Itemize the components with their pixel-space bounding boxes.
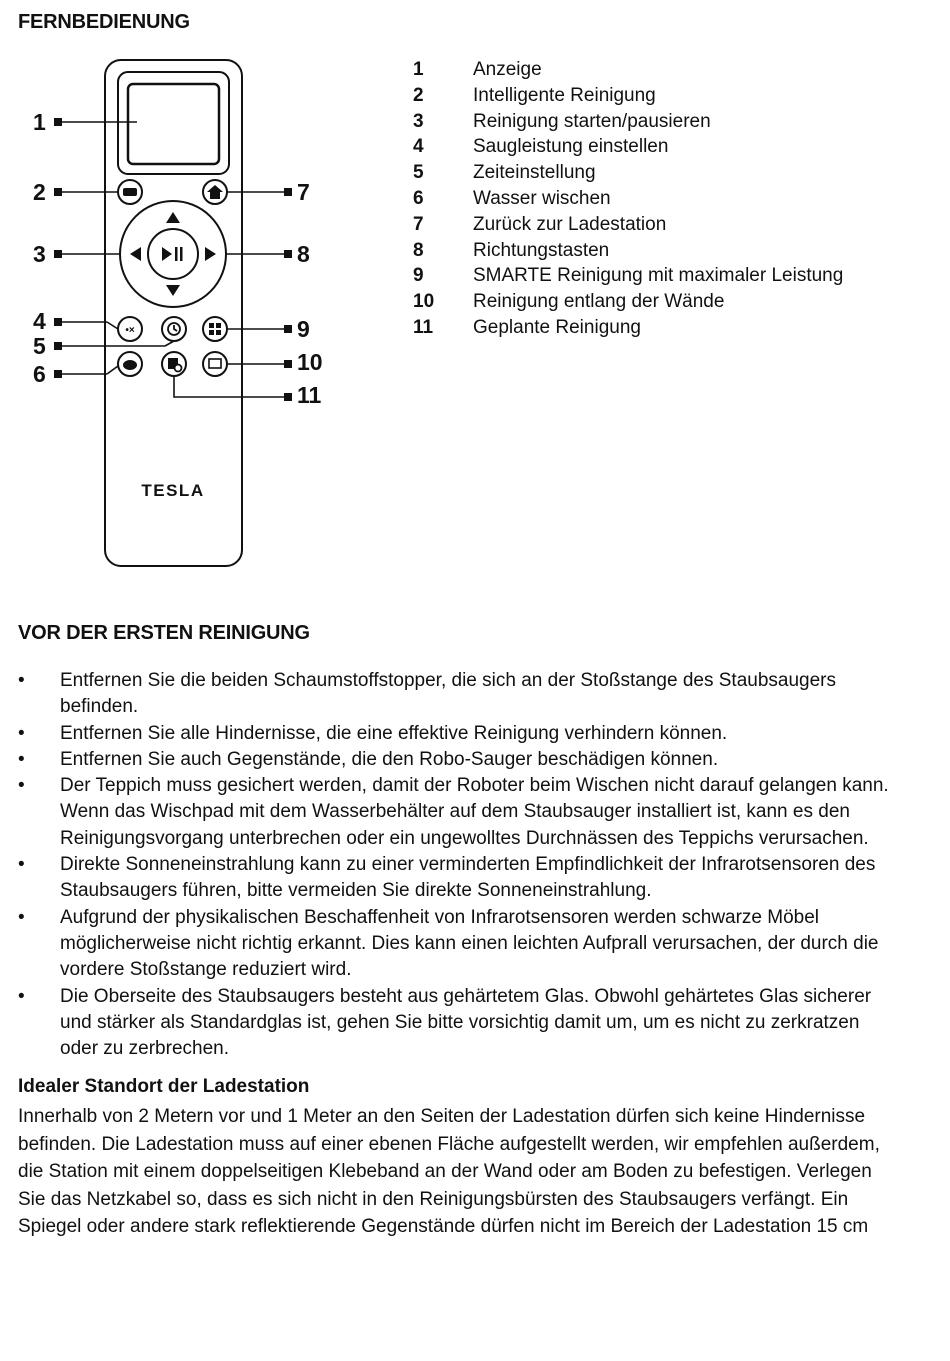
callout-3: 3 — [33, 241, 46, 267]
legend-label: Richtungstasten — [473, 239, 610, 261]
legend-label: Reinigung starten/pausieren — [473, 110, 711, 132]
list-item: • Der Teppich muss gesichert werden, damit der Roboter beim Wischen nicht darauf gelangen kann. Wenn das Wischpad mit dem Wasserbehälter auf dem Staubsauger installiert ist, kann es den Reinigungsvorgang unterbrechen oder ein ungewolltes Durchnässen des Teppichs verursachen. — [18, 773, 898, 852]
list-item: • Entfernen Sie auch Gegenstände, die den Robo-Sauger beschädigen können. — [18, 747, 898, 773]
legend-number: 9 — [413, 265, 424, 287]
display-frame — [118, 72, 229, 174]
list-item: • Entfernen Sie die beiden Schaumstoffstopper, die sich an der Stoßstange des Staubsaugers befinden. — [18, 668, 898, 721]
legend-label: Intelligente Reinigung — [473, 84, 656, 106]
section-title-before-cleaning: VOR DER ERSTEN REINIGUNG — [18, 622, 310, 644]
bullet-list — [18, 668, 898, 1062]
play-pause-ring — [148, 229, 198, 279]
callout-5: 5 — [33, 333, 46, 359]
legend-label: Saugleistung einstellen — [473, 136, 669, 158]
list-item: • Entfernen Sie alle Hindernisse, die eine effektive Reinigung verhindern können. — [18, 721, 898, 747]
legend-number: 4 — [413, 136, 424, 158]
legend-number: 6 — [413, 187, 424, 209]
callout-4: 4 — [33, 308, 46, 334]
legend-label: Reinigung entlang der Wände — [473, 291, 725, 313]
remote-control-diagram — [25, 52, 335, 572]
legend-number: 8 — [413, 239, 424, 261]
legend-number: 5 — [413, 162, 424, 184]
callout-6: 6 — [33, 361, 46, 387]
legend-label: Zeiteinstellung — [473, 162, 596, 184]
legend-number: 2 — [413, 84, 424, 106]
play-pause-icon — [162, 247, 172, 261]
legend-number: 11 — [413, 316, 434, 338]
display-screen — [128, 84, 219, 164]
list-item: • Direkte Sonneneinstrahlung kann zu einer verminderten Empfindlichkeit der Infrarotsensoren des Staubsaugers führen, bitte vermeiden Sie direkte Sonneneinstrahlung. — [18, 852, 898, 905]
legend-label: SMARTE Reinigung mit maximaler Leistung — [473, 265, 844, 287]
paragraph-station-location: Innerhalb von 2 Metern vor und 1 Meter an den Seiten der Ladestation dürfen sich keine Hindernisse befinden. Die Ladestation muss auf einer ebenen Fläche aufgestellt werden, wir empfehlen außerdem, die Station mit einem doppelseitigen Klebeband an der Wand oder am Boden zu befestigen. Verlegen Sie das Netzkabel so, dass es sich nicht in den Reinigungsbürsten des Staubsaugers verfängt. Ein Spiegel oder andere stark reflektierende Gegenstände dürfen nicht im Bereich der Ladestation 15 cm — [18, 1106, 880, 1237]
legend-label: Wasser wischen — [473, 187, 611, 209]
callout-2: 2 — [33, 179, 46, 205]
brand-logo: TESLA — [141, 481, 205, 500]
legend-number: 7 — [413, 213, 424, 235]
legend-number: 3 — [413, 110, 424, 132]
subheading-station-location: Idealer Standort der Ladestation — [18, 1076, 310, 1097]
list-item: • Die Oberseite des Staubsaugers besteht aus gehärtetem Glas. Obwohl gehärtetes Glas sicherer und stärker als Standardglas ist, gehen Sie bitte vorsichtig damit um, um es nicht zu zerkratzen oder zu zerbrechen. — [18, 984, 898, 1063]
arrow-up-icon — [166, 212, 180, 223]
callout-8: 8 — [297, 241, 310, 267]
callout-1: 1 — [33, 109, 46, 135]
arrow-right-icon — [205, 247, 216, 261]
callout-9: 9 — [297, 316, 310, 342]
callout-10: 10 — [297, 349, 323, 375]
legend-label: Zurück zur Ladestation — [473, 213, 667, 235]
section-title-remote: FERNBEDIENUNG — [18, 11, 190, 33]
arrow-left-icon — [130, 247, 141, 261]
legend-number: 10 — [413, 291, 435, 313]
max-clean-button — [203, 317, 227, 341]
legend-number: 1 — [413, 59, 424, 80]
arrow-down-icon — [166, 285, 180, 296]
callout-7: 7 — [297, 179, 310, 205]
legend-label: Anzeige — [473, 59, 542, 80]
svg-text:•×: •× — [125, 325, 135, 336]
legend-label: Geplante Reinigung — [473, 316, 641, 338]
edge-clean-button — [203, 352, 227, 376]
callout-11: 11 — [297, 382, 322, 408]
list-item: • Aufgrund der physikalischen Beschaffenheit von Infrarotsensoren werden schwarze Möbel möglicherweise nicht richtig erkannt. Dies kann einen leichten Aufprall verursachen, der durch die vordere Stoßstange reduziert wird. — [18, 905, 898, 984]
